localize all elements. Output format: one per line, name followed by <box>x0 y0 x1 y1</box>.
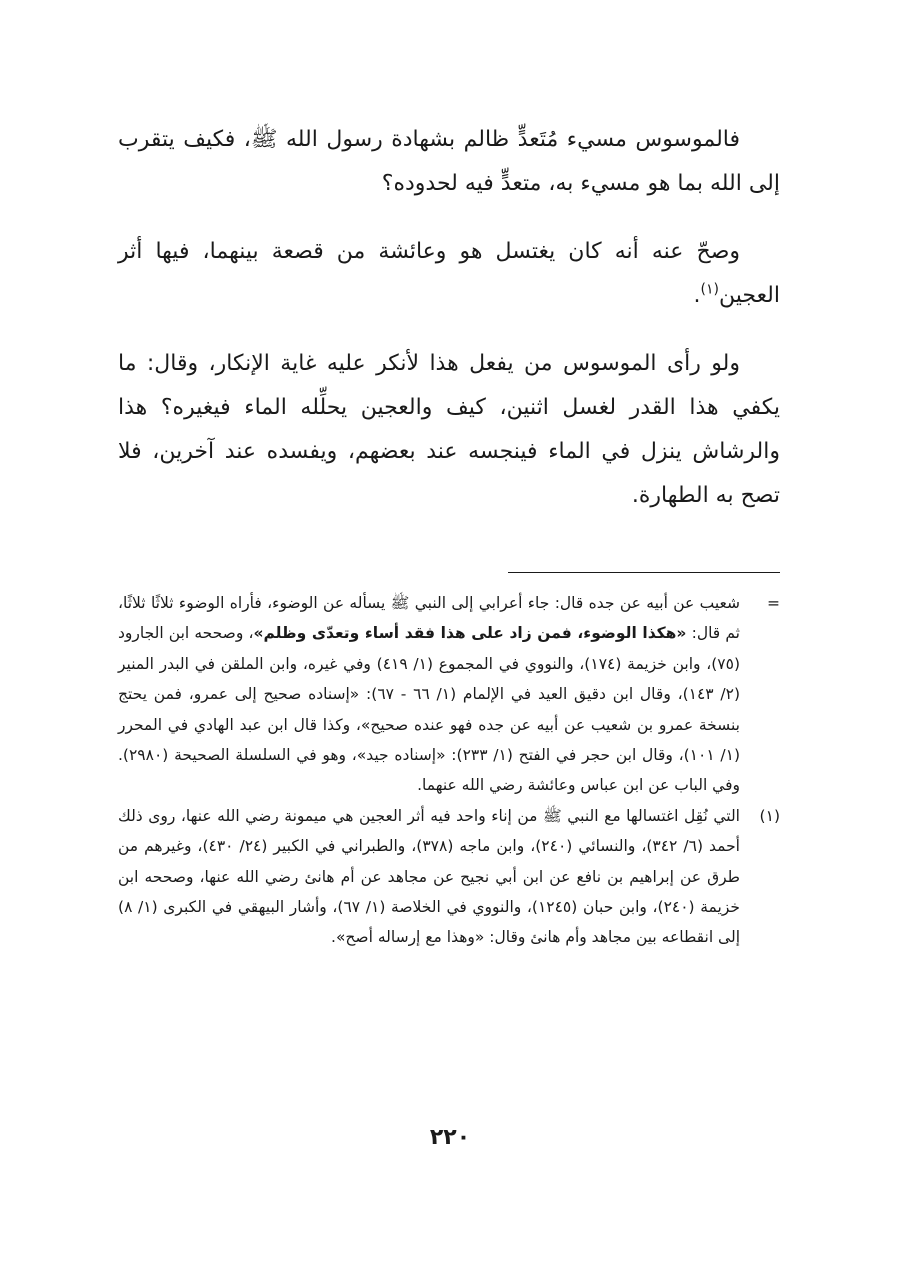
footnote-1 <box>118 801 780 953</box>
footnote-reference-1[interactable]: (١) <box>700 281 719 298</box>
footnote-continuation-bold-quote: «هكذا الوضوء، فمن زاد على هذا فقد أساء وتعدّى وظلم» <box>253 624 687 643</box>
footnote-continuation-text-1: شعيب عن أبيه عن جده قال: جاء أعرابي إلى النبي ﷺ يسأله عن الوضوء، فأراه الوضوء ثلاثًا ثلاثًا، ثم قال: <box>118 594 740 643</box>
paragraph-1: فالموسوس مسيء مُتَعدٍّ ظالم بشهادة رسول الله ﷺ، فكيف يتقرب إلى الله بما هو مسيء به، متعدٍّ فيه لحدوده؟ <box>118 127 780 196</box>
footnote-separator <box>508 572 780 573</box>
footnote-continuation-marker: = <box>767 594 780 612</box>
paragraph-2 <box>118 230 780 318</box>
page-number: ٢٢٠ <box>429 1125 471 1150</box>
footnote-continuation <box>118 588 780 801</box>
paragraph-3: ولو رأى الموسوس من يفعل هذا لأنكر عليه غاية الإنكار، وقال: ما يكفي هذا القدر لغسل اثنين، كيف والعجين يحلِّله الماء فيغيره؟ هذا والرشاش ينزل في الماء فينجسه عند بعضهم، ويفسده عند آخرين، فلا تصح به الطهارة. <box>118 351 780 508</box>
footnote-1-text: التي نُقِل اغتسالها مع النبي ﷺ من إناء واحد فيه أثر العجين هي ميمونة رضي الله عنها، روى ذلك أحمد (٦/ ٣٤٢)، والنسائي (٢٤٠)، وابن ماجه (٣٧٨)، والطبراني في الكبير (٢٤/ ٤٣٠)، وغيرهم من طرق عن إبراهيم بن نافع عن ابن أبي نجيح عن مجاهد عن أم هانئ رضي الله عنها، وصححه ابن خزيمة (٢٤٠)، وابن حبان (١٢٤٥)، والنووي في الخلاصة (١/ ٦٧)، وأشار البيهقي في الكبرى (١/ ٨) إلى انقطاعه بين مجاهد وأم هانئ وقال: «وهذا مع إرساله أصح». <box>118 806 740 947</box>
main-text <box>118 118 780 518</box>
footnote-1-marker: (١) <box>759 806 780 825</box>
footnote-continuation-text-2: ، وصححه ابن الجارود (٧٥)، وابن خزيمة (١٧٤)، والنووي في المجموع (١/ ٤١٩) وفي غيره، وابن الملقن في البدر المنير (٢/ ١٤٣)، وقال ابن دقيق العيد في الإلمام (١/ ٦٦ - ٦٧): «إسناده صحيح إلى عمرو، فمن يحتج بنسخة عمرو بن شعيب عن أبيه عن جده فهو عنده صحيح»، وكذا قال ابن عبد الهادي في المحرر (١/ ١٠١)، وقال ابن حجر في الفتح (١/ ٢٣٣): «إسناده جيد»، وهو في السلسلة الصحيحة (٢٩٨٠). وفي الباب عن ابن عباس وعائشة رضي الله عنهما. <box>118 624 741 795</box>
footnotes <box>118 588 780 953</box>
paragraph-2-text: وصحّ عنه أنه كان يغتسل هو وعائشة من قصعة بينهما، فيها أثر العجين <box>118 239 780 308</box>
paragraph-2-end: . <box>693 283 701 308</box>
